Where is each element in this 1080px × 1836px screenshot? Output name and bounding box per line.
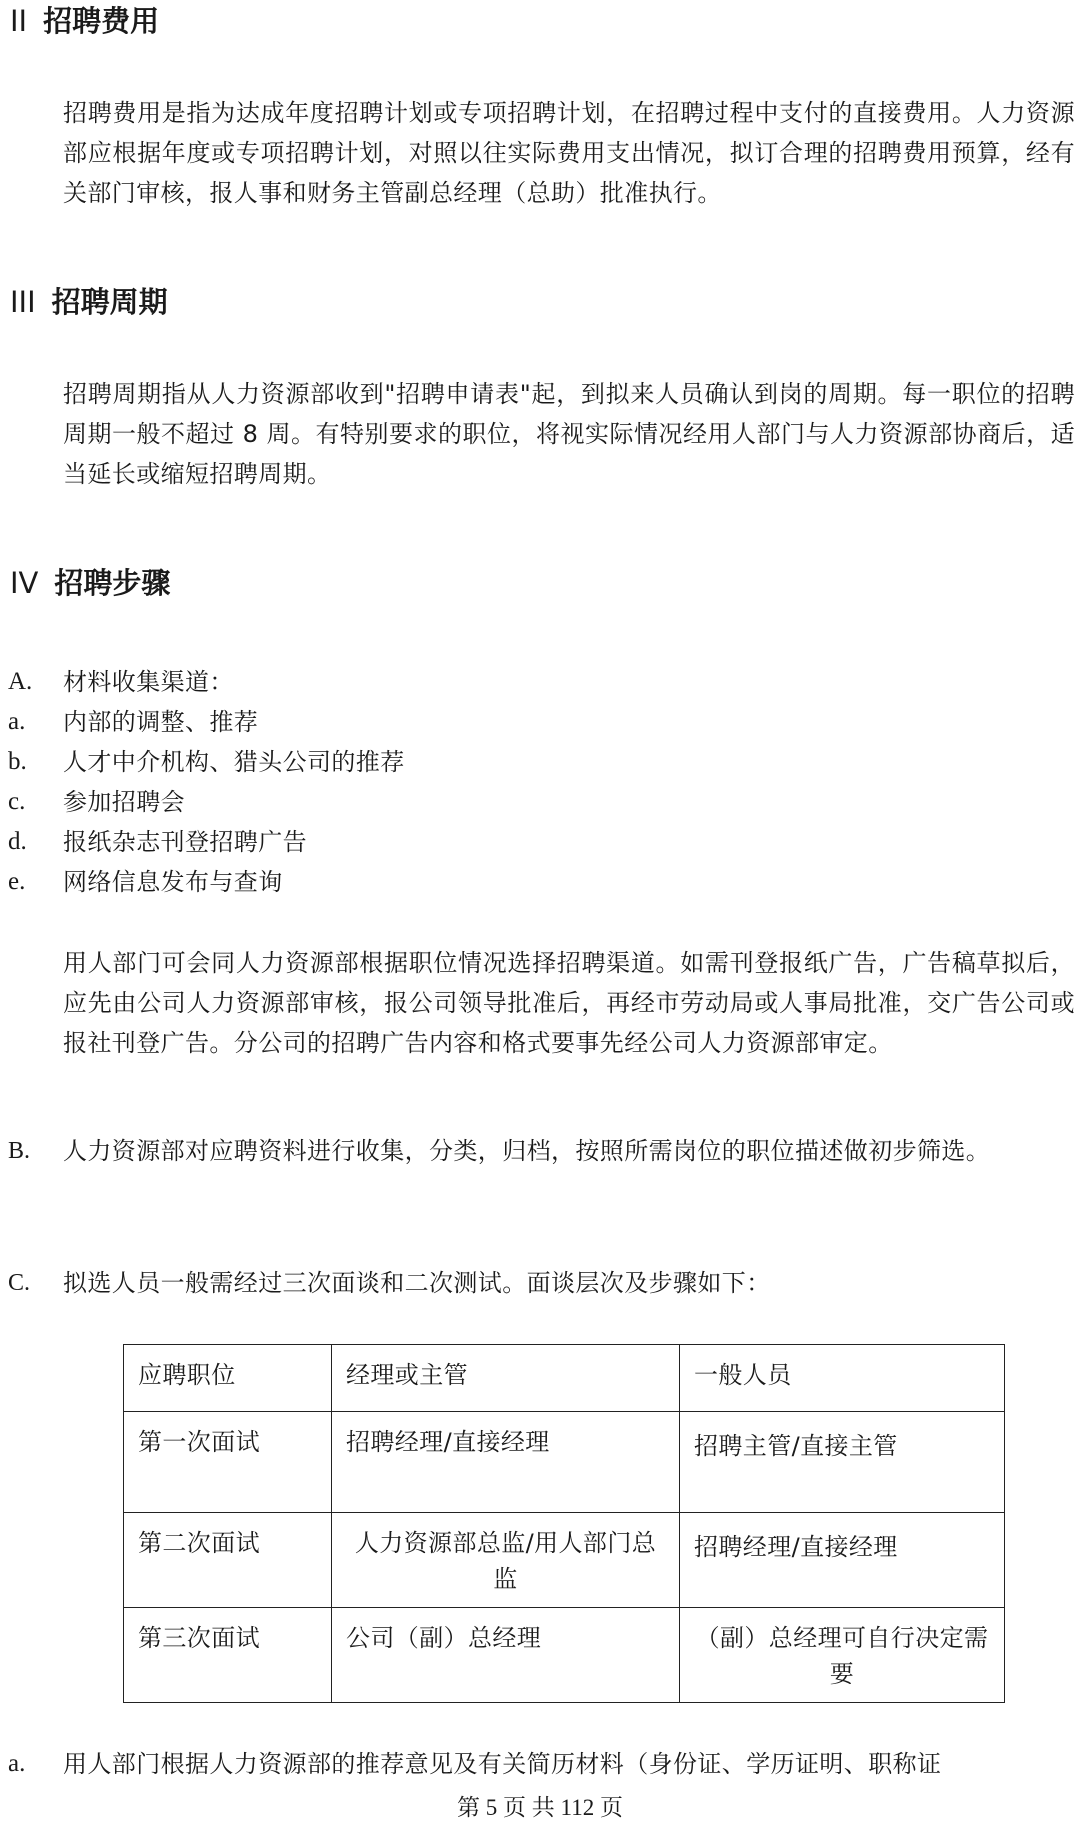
- list-marker: C.: [8, 1270, 31, 1296]
- list-marker: B.: [8, 1138, 31, 1164]
- section-title: 招聘周期: [51, 285, 168, 319]
- table-cell: 招聘经理/直接经理: [680, 1513, 1005, 1608]
- section-number: IV: [10, 566, 39, 600]
- section-heading-ii: [10, 1, 159, 41]
- list-marker: e.: [8, 868, 26, 895]
- list-item-text: 参加招聘会: [63, 788, 185, 816]
- table-cell: 公司（副）总经理: [332, 1608, 680, 1703]
- step-b-text: 人力资源部对应聘资料进行收集，分类，归档，按照所需岗位的职位描述做初步筛选。: [63, 1137, 991, 1165]
- section-title: 招聘费用: [43, 4, 160, 38]
- section-heading-iii: [10, 282, 168, 322]
- list-marker: d.: [8, 828, 27, 855]
- table-header-cell: 一般人员: [680, 1345, 1005, 1412]
- list-item: [8, 782, 1076, 822]
- list-item: [8, 822, 1076, 862]
- list-marker: a.: [8, 708, 26, 735]
- list-item-text: 材料收集渠道：: [63, 668, 234, 696]
- list-item-text: 人才中介机构、猎头公司的推荐: [63, 748, 405, 776]
- table-row: [124, 1608, 1005, 1703]
- channels-note: 用人部门可会同人力资源部根据职位情况选择招聘渠道。如需刊登报纸广告，广告稿草拟后，应先由公司人力资源部审核，报公司领导批准后，再经市劳动局或人事局批准，交广告公司或报社刊登广告。分公司的招聘广告内容和格式要事先经公司人力资源部审定。: [63, 949, 1075, 1057]
- section-body-recruitment-cycle: 招聘周期指从人力资源部收到"招聘申请表"起，到拟来人员确认到岗的周期。每一职位的招聘周期一般不超过 8 周。有特别要求的职位，将视实际情况经用人部门与人力资源部协商后，适当延长或缩短招聘周期。: [63, 380, 1075, 488]
- list-marker: a.: [8, 1750, 26, 1777]
- list-marker: b.: [8, 748, 27, 775]
- list-item-text: 用人部门根据人力资源部的推荐意见及有关简历材料（身份证、学历证明、职称证: [63, 1750, 942, 1778]
- list-item-text: 报纸杂志刊登招聘广告: [63, 828, 307, 856]
- list-item: [8, 862, 1076, 902]
- table-cell: 第二次面试: [124, 1513, 332, 1608]
- list-marker: c.: [8, 788, 26, 815]
- table-cell: 第一次面试: [124, 1412, 332, 1513]
- table-cell: 招聘经理/直接经理: [332, 1412, 680, 1513]
- table-cell: 招聘主管/直接主管: [680, 1412, 1005, 1513]
- step-b: [8, 1131, 1076, 1211]
- table-header-cell: 经理或主管: [332, 1345, 680, 1412]
- list-item-a-upper: [8, 662, 1076, 702]
- step-c-text: 拟选人员一般需经过三次面谈和二次测试。面谈层次及步骤如下：: [63, 1269, 771, 1297]
- table-cell: 人力资源部总监/用人部门总监: [332, 1513, 680, 1608]
- step-a-lower: [8, 1744, 1076, 1784]
- list-item-text: 网络信息发布与查询: [63, 868, 283, 896]
- table-header-cell: 应聘职位: [124, 1345, 332, 1412]
- list-item-text: 内部的调整、推荐: [63, 708, 259, 736]
- page-footer: 第 5 页 共 112 页: [457, 1795, 623, 1820]
- table-header-row: [124, 1345, 1005, 1412]
- table-row: [124, 1412, 1005, 1513]
- list-item: [8, 742, 1076, 782]
- table-row: [124, 1513, 1005, 1608]
- section-heading-iv: [10, 563, 170, 603]
- section-number: II: [10, 4, 28, 38]
- section-body-recruitment-cost: 招聘费用是指为达成年度招聘计划或专项招聘计划，在招聘过程中支付的直接费用。人力资源部应根据年度或专项招聘计划，对照以往实际费用支出情况，拟订合理的招聘费用预算，经有关部门审核，报人事和财务主管副总经理（总助）批准执行。: [63, 99, 1075, 207]
- table-cell: （副）总经理可自行决定需要: [680, 1608, 1005, 1703]
- list-marker: A.: [8, 668, 33, 695]
- step-c: [8, 1263, 1076, 1303]
- section-title: 招聘步骤: [54, 566, 171, 600]
- table-cell: 第三次面试: [124, 1608, 332, 1703]
- interview-table: [123, 1344, 1005, 1703]
- section-number: III: [10, 285, 36, 319]
- list-item: [8, 702, 1076, 742]
